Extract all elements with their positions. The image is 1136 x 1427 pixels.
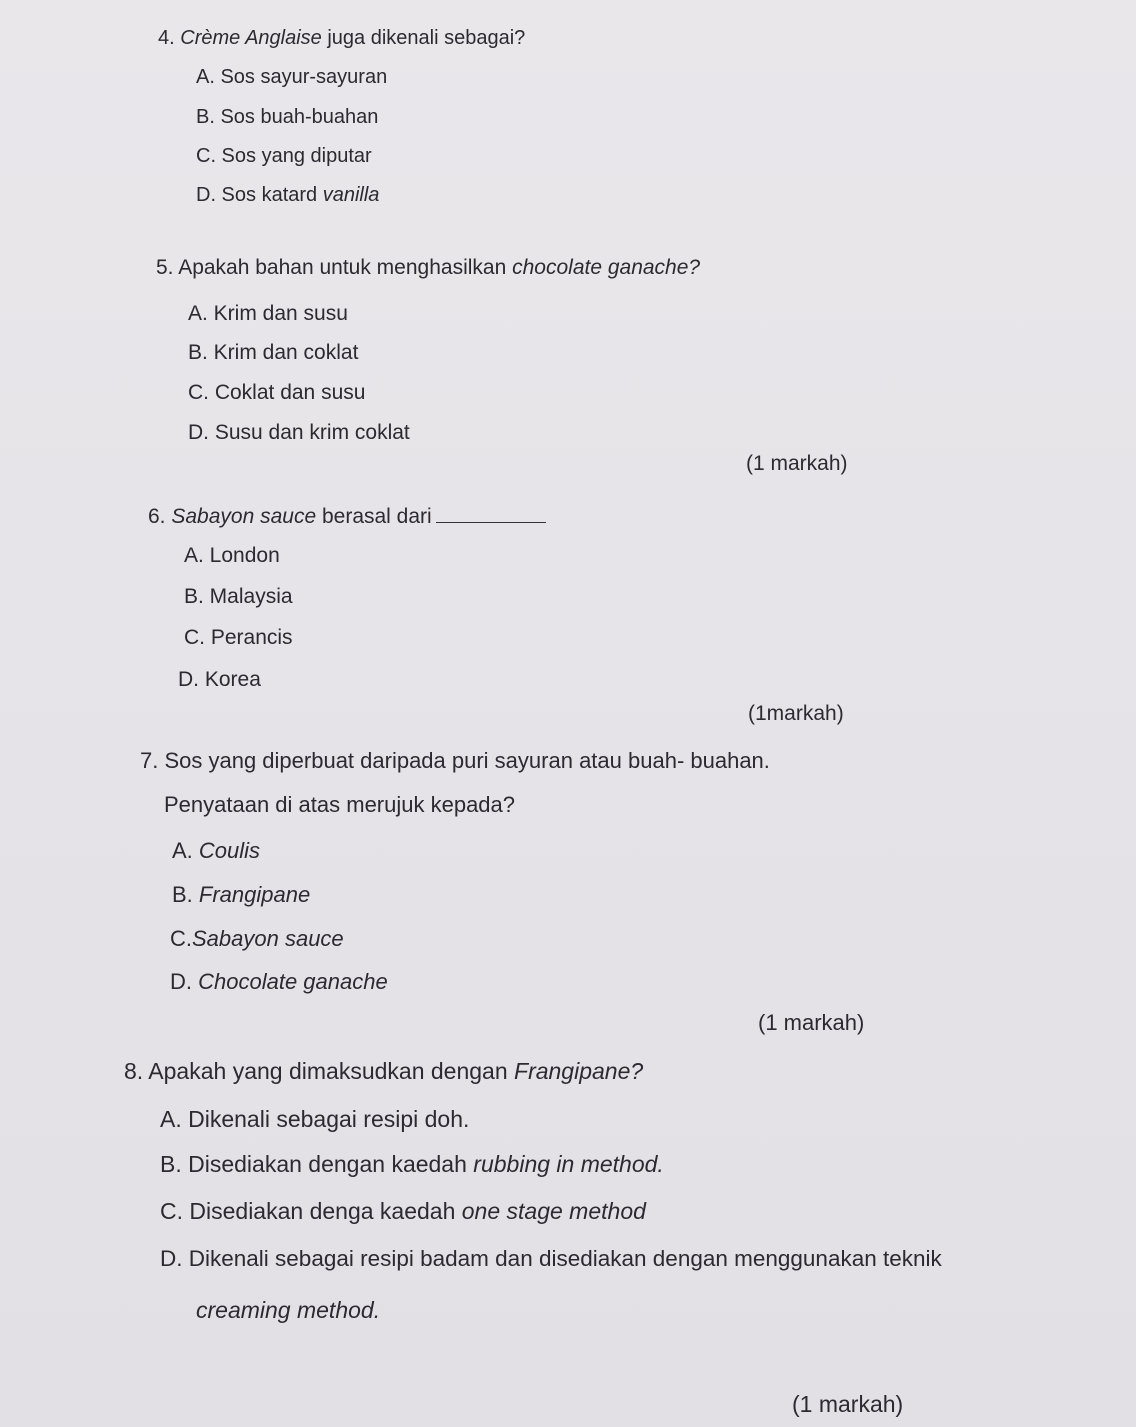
question-8-option-b-term: rubbing in method. bbox=[473, 1151, 664, 1177]
question-8-term: Frangipane? bbox=[514, 1058, 644, 1084]
question-7-option-b bbox=[172, 884, 310, 906]
question-7-option-c bbox=[170, 928, 344, 950]
question-6-text: berasal dari bbox=[316, 505, 432, 528]
question-4-option-a: A. Sos sayur-sayuran bbox=[196, 66, 388, 88]
question-4-stem bbox=[158, 28, 525, 48]
question-4-option-c: C. Sos yang diputar bbox=[196, 145, 372, 167]
question-5-option-d: D. Susu dan krim coklat bbox=[188, 421, 410, 444]
question-8-option-a: A. Dikenali sebagai resipi doh. bbox=[160, 1106, 470, 1132]
question-7-option-c-term: Sabayon sauce bbox=[192, 926, 344, 951]
question-7-option-c-label: C. bbox=[170, 926, 192, 951]
question-5-term: chocolate ganache? bbox=[512, 256, 701, 279]
question-7-option-a-label: A. bbox=[172, 838, 199, 863]
question-8-stem bbox=[124, 1060, 643, 1083]
question-6-term: Sabayon sauce bbox=[171, 505, 317, 528]
question-5-marks: (1 markah) bbox=[746, 452, 848, 475]
question-4-option-d-text: D. Sos katard bbox=[196, 184, 323, 206]
question-6-stem bbox=[148, 504, 546, 527]
question-4-number: 4. bbox=[158, 27, 175, 49]
question-8-text: 8. Apakah yang dimaksudkan dengan bbox=[124, 1058, 515, 1084]
answer-blank bbox=[436, 504, 546, 523]
question-6-option-c: C. Perancis bbox=[184, 626, 293, 649]
question-7-option-a-term: Coulis bbox=[198, 838, 261, 863]
question-4-option-d-term: vanilla bbox=[322, 184, 380, 206]
question-5-text: 5. Apakah bahan untuk menghasilkan bbox=[156, 256, 513, 279]
question-8-option-d-term: creaming method. bbox=[196, 1297, 381, 1323]
question-8-option-b bbox=[160, 1153, 664, 1176]
question-6-option-b: B. Malaysia bbox=[184, 585, 293, 608]
question-8-option-c-term: one stage method bbox=[461, 1198, 646, 1224]
question-5-stem bbox=[156, 257, 700, 278]
question-7-marks: (1 markah) bbox=[758, 1010, 865, 1035]
question-8-option-d: D. Dikenali sebagai resipi badam dan disediakan dengan menggunakan teknik bbox=[160, 1246, 942, 1271]
question-7-option-d bbox=[170, 971, 388, 993]
question-6-marks: (1markah) bbox=[748, 702, 844, 725]
question-4-option-d bbox=[196, 185, 379, 205]
question-7-option-b-term: Frangipane bbox=[198, 882, 311, 907]
question-5-option-a: A. Krim dan susu bbox=[188, 302, 348, 325]
question-5-option-b: B. Krim dan coklat bbox=[188, 341, 359, 364]
question-7-option-d-label: D. bbox=[170, 969, 199, 994]
question-5-option-c: C. Coklat dan susu bbox=[188, 381, 366, 404]
question-6-option-d: D. Korea bbox=[178, 668, 261, 691]
question-7-option-b-label: B. bbox=[172, 882, 199, 907]
question-7-option-a bbox=[172, 840, 260, 862]
question-8-option-c-text: C. Disediakan denga kaedah bbox=[160, 1198, 462, 1224]
question-8-option-d-continuation bbox=[196, 1299, 380, 1322]
question-7-prompt: Penyataan di atas merujuk kepada? bbox=[164, 792, 516, 817]
question-4-option-b: B. Sos buah-buahan bbox=[196, 106, 379, 128]
question-8-option-c bbox=[160, 1200, 646, 1223]
question-4-text: juga dikenali sebagai? bbox=[321, 27, 526, 49]
question-6-number: 6. bbox=[148, 505, 172, 528]
question-4-term: Crème Anglaise bbox=[180, 27, 322, 49]
question-8-marks: (1 markah) bbox=[792, 1391, 904, 1417]
question-6-option-a: A. London bbox=[184, 544, 280, 567]
question-8-option-b-text: B. Disediakan dengan kaedah bbox=[160, 1151, 474, 1177]
question-7-option-d-term: Chocolate ganache bbox=[198, 969, 388, 994]
question-7-stem: 7. Sos yang diperbuat daripada puri sayuran atau buah- buahan. bbox=[140, 748, 770, 773]
